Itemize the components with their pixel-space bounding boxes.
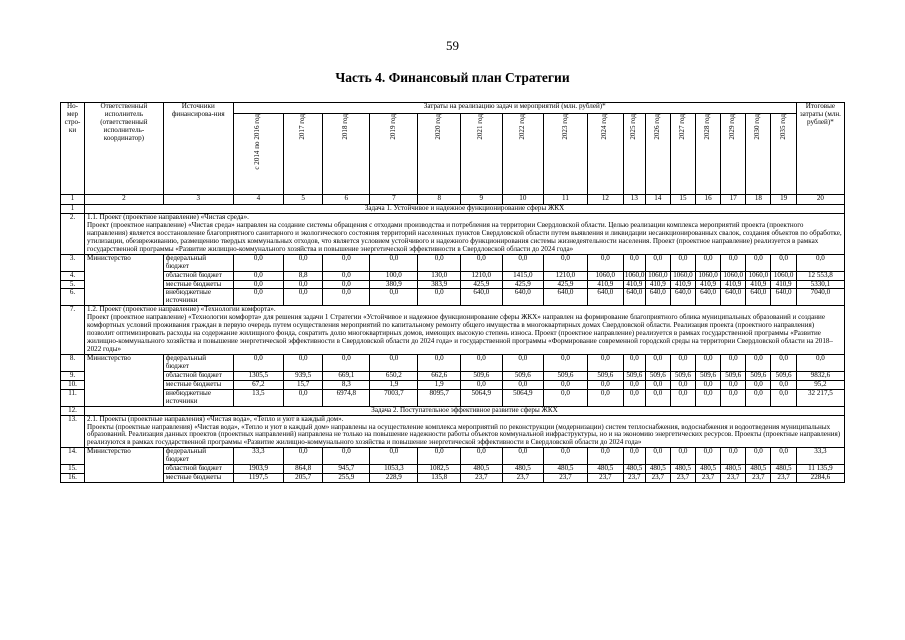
row-number: 10. [61, 380, 85, 389]
cost-value: 410,9 [587, 280, 623, 289]
row-number: 4. [61, 271, 85, 280]
cost-value: 23,7 [771, 474, 796, 483]
cost-value: 15,7 [283, 380, 322, 389]
header-year: 2035 год [771, 114, 796, 195]
project-description-row [61, 306, 845, 355]
row-number: 3. [61, 254, 85, 271]
cost-value: 0,0 [418, 289, 461, 306]
total-value: 33,3 [796, 448, 844, 465]
column-number: 9 [461, 195, 503, 205]
cost-value: 0,0 [283, 448, 322, 465]
cost-value: 13,5 [233, 389, 283, 406]
cost-value: 0,0 [696, 380, 721, 389]
budget-row [61, 354, 845, 371]
cost-value: 0,0 [670, 389, 695, 406]
cost-value: 1053,3 [370, 465, 418, 474]
cost-value: 509,6 [587, 371, 623, 380]
cost-value: 939,5 [283, 371, 322, 380]
cost-value: 0,0 [623, 380, 645, 389]
row-number: 1 [61, 205, 85, 214]
cost-value: 0,0 [746, 354, 771, 371]
cost-value: 640,0 [461, 289, 503, 306]
cost-value: 1060,0 [587, 271, 623, 280]
cost-value: 640,0 [544, 289, 588, 306]
funding-source: федеральный бюджет [163, 448, 233, 465]
page-title: Часть 4. Финансовый план Стратегии [335, 70, 570, 85]
cost-value: 23,7 [587, 474, 623, 483]
project-text: Проект (проектное направление) «Технологии комфорта» для решения задачи 1 Стратегии «Устойчивое и надежное функционирование сферы ЖКХ» направлен на формирование благоприятного облика муниципальных образований и создание комфортных условий проживания граждан в первую очередь путем осуществления мероприятий по капитальному ремонту общего имущества в многоквартирных домах Свердловской области. Реализация проекта (проектного направления) позволит оптимизировать расходы на содержание жилищного фонда, сократить долю многоквартирных домов, имеющих высокую степень износа. Проект (проектное направление) реализуется в рамках государственной программы «Развитие жилищно-коммунального хозяйства и повышение энергетической эффективности в Свердловской области до 2024 года» и государственной программы «Формирование современной городской среды на территории Свердловской области на 2018–2022 годы» [87, 313, 833, 353]
cost-value: 0,0 [323, 254, 370, 271]
column-number: 16 [696, 195, 721, 205]
cost-value: 1060,0 [624, 271, 645, 279]
funding-source: федеральный бюджет [163, 254, 233, 271]
total-value: 0,0 [796, 254, 844, 271]
project-title: 2.1. Проекты (проектные направления) «Чистая вода», «Тепло и уют в каждый дом». [87, 415, 344, 423]
header-row-number: Но-мер стро-ки [61, 103, 85, 195]
total-value: 0,0 [796, 354, 844, 371]
header-year: 2026 год [645, 114, 670, 195]
cost-value: 0,0 [645, 389, 670, 406]
cost-value: 1,9 [418, 380, 461, 389]
project-description [85, 306, 845, 355]
cost-value: 0,0 [670, 448, 695, 465]
cost-value: 0,0 [721, 380, 746, 389]
cost-value: 23,7 [746, 474, 771, 483]
cost-value: 1210,0 [544, 271, 588, 280]
cost-value: 509,6 [670, 371, 695, 380]
cost-value: 1060,0 [645, 271, 670, 280]
budget-row [61, 380, 845, 389]
cost-value: 480,5 [670, 465, 695, 474]
cost-value: 0,0 [323, 448, 370, 465]
project-description-row [61, 415, 845, 448]
funding-source: внебюджетные источники [163, 389, 233, 406]
cost-value: 0,0 [283, 254, 322, 271]
cost-value: 23,7 [502, 474, 544, 483]
column-number: 4 [233, 195, 283, 205]
column-number: 11 [544, 195, 588, 205]
cost-value: 410,9 [696, 280, 721, 289]
column-number: 14 [645, 195, 670, 205]
cost-value: 509,6 [645, 371, 670, 380]
cost-value: 0,0 [645, 380, 670, 389]
cost-value: 23,7 [645, 474, 670, 483]
executor-cell: Министерство [85, 354, 164, 406]
budget-row [61, 465, 845, 474]
header-executor: Ответственный исполнитель (ответственный исполнитель-координатор) [85, 103, 164, 195]
cost-value: 0,0 [283, 280, 322, 289]
cost-value: 0,0 [623, 354, 645, 371]
total-value: 95,2 [796, 380, 844, 389]
cost-value: 509,6 [696, 371, 721, 380]
column-number: 13 [623, 195, 645, 205]
cost-value: 0,0 [544, 380, 588, 389]
cost-value: 6974,8 [323, 389, 370, 406]
project-title: 1.1. Проект (проектное направление) «Чистая среда». [87, 213, 249, 221]
cost-value: 0,0 [283, 289, 322, 306]
cost-value: 0,0 [587, 354, 623, 371]
project-description [85, 415, 845, 448]
cost-value: 509,6 [544, 371, 588, 380]
cost-value: 205,7 [283, 474, 322, 483]
financial-plan-table [60, 102, 845, 483]
cost-value: 0,0 [544, 354, 588, 371]
budget-row [61, 448, 845, 465]
cost-value: 0,0 [771, 380, 796, 389]
cost-value: 0,0 [746, 380, 771, 389]
cost-value: 0,0 [502, 254, 544, 271]
cost-value: 23,7 [696, 474, 721, 483]
budget-row [61, 289, 845, 306]
cost-value: 0,0 [461, 254, 503, 271]
executor-cell: Министерство [85, 254, 164, 306]
total-value: 7040,0 [796, 289, 844, 306]
header-year: 2018 год [323, 114, 370, 195]
row-number: 6. [61, 289, 85, 306]
header-year: 2022 год [502, 114, 544, 195]
cost-value: 0,0 [544, 389, 588, 406]
cost-value: 0,0 [233, 254, 283, 271]
cost-value: 0,0 [771, 354, 796, 371]
cost-value: 0,0 [721, 354, 746, 371]
column-number: 17 [721, 195, 746, 205]
cost-value: 1060,0 [771, 271, 796, 280]
cost-value: 5064,9 [461, 389, 503, 406]
cost-value: 0,0 [370, 354, 418, 371]
cost-value: 0,0 [746, 389, 771, 406]
cost-value: 0,0 [746, 254, 771, 271]
cost-value: 0,0 [771, 448, 796, 465]
column-number: 15 [670, 195, 695, 205]
cost-value: 0,0 [696, 254, 721, 271]
cost-value: 480,5 [502, 465, 544, 474]
cost-value: 640,0 [771, 289, 796, 306]
cost-value: 0,0 [623, 448, 645, 465]
cost-value: 1305,5 [233, 371, 283, 380]
cost-value: 0,0 [696, 354, 721, 371]
cost-value: 509,6 [771, 371, 796, 380]
cost-value: 0,0 [323, 280, 370, 289]
cost-value: 0,0 [233, 280, 283, 289]
row-number: 2. [61, 214, 85, 255]
header-year: 2028 год [696, 114, 721, 195]
header-year: 2021 год [461, 114, 503, 195]
cost-value: 0,0 [233, 271, 283, 280]
funding-source: местные бюджеты [163, 280, 233, 289]
row-number: 11. [61, 389, 85, 406]
cost-value: 8095,7 [418, 389, 461, 406]
cost-value: 0,0 [323, 271, 370, 280]
cost-value: 0,0 [746, 448, 771, 465]
total-value: 2284,6 [796, 474, 844, 483]
cost-value: 0,0 [502, 354, 544, 371]
cost-value: 410,9 [670, 280, 695, 289]
cost-value: 945,7 [323, 465, 370, 474]
cost-value: 135,8 [418, 474, 461, 483]
cost-value: 0,0 [645, 354, 670, 371]
column-number: 19 [771, 195, 796, 205]
header-year: 2027 год [670, 114, 695, 195]
row-number: 16. [61, 474, 85, 483]
cost-value: 509,6 [746, 371, 771, 380]
cost-value: 23,7 [623, 474, 645, 483]
cost-value: 383,9 [418, 280, 461, 289]
cost-value: 0,0 [283, 354, 322, 371]
funding-source: областной бюджет [163, 371, 233, 380]
cost-value: 1210,0 [461, 271, 503, 280]
project-title: 1.2. Проект (проектное направление) «Технологии комфорта». [87, 305, 276, 314]
cost-value: 640,0 [721, 289, 746, 306]
cost-value: 0,0 [370, 448, 418, 465]
task-title: Задача 1. Устойчивое и надежное функционирование сферы ЖКХ [85, 205, 845, 214]
cost-value: 23,7 [544, 474, 588, 483]
cost-value: 509,6 [623, 371, 645, 380]
cost-value: 0,0 [587, 380, 623, 389]
cost-value: 480,5 [587, 465, 623, 474]
cost-value: 130,0 [418, 271, 461, 280]
total-value: 9832,6 [796, 371, 844, 380]
cost-value: 0,0 [461, 380, 503, 389]
column-number: 12 [587, 195, 623, 205]
cost-value: 410,9 [623, 280, 645, 289]
cost-value: 669,1 [323, 371, 370, 380]
project-description-row [61, 214, 845, 255]
cost-value: 1060,0 [670, 271, 695, 280]
cost-value: 0,0 [544, 448, 588, 465]
cost-value: 100,0 [370, 271, 418, 280]
cost-value: 0,0 [771, 389, 796, 406]
cost-value: 23,7 [670, 474, 695, 483]
header-year: 2029 год [721, 114, 746, 195]
column-number: 2 [85, 195, 164, 205]
cost-value: 1197,5 [233, 474, 283, 483]
total-value: 12 553,8 [796, 271, 844, 280]
cost-value: 67,2 [233, 380, 283, 389]
cost-value: 0,0 [587, 448, 623, 465]
cost-value: 640,0 [645, 289, 670, 306]
cost-value: 0,0 [283, 389, 322, 406]
cost-value: 0,0 [721, 389, 746, 406]
cost-value: 0,0 [771, 254, 796, 271]
cost-value: 410,9 [645, 280, 670, 289]
header-costs: Затраты на реализацию задач и мероприятий (млн. рублей)* [233, 103, 796, 114]
cost-value: 480,5 [645, 465, 670, 474]
cost-value: 0,0 [721, 448, 746, 465]
header-sources: Источники финансирова-ния [163, 103, 233, 195]
cost-value: 0,0 [670, 254, 695, 271]
cost-value: 0,0 [461, 354, 503, 371]
cost-value: 33,3 [233, 448, 283, 465]
row-number: 5. [61, 280, 85, 289]
column-number: 7 [370, 195, 418, 205]
funding-source: областной бюджет [163, 271, 233, 280]
cost-value: 1082,5 [418, 465, 461, 474]
task-row [61, 406, 845, 415]
task-title: Задача 2. Поступательное эффективное развитие сферы ЖКХ [85, 406, 845, 415]
cost-value: 640,0 [746, 289, 771, 306]
cost-value: 1903,9 [233, 465, 283, 474]
funding-source: местные бюджеты [163, 380, 233, 389]
budget-row [61, 474, 845, 483]
cost-value: 1060,0 [696, 271, 721, 280]
cost-value: 509,6 [461, 371, 503, 380]
cost-value: 0,0 [461, 448, 503, 465]
cost-value: 480,5 [623, 465, 645, 474]
project-text: Проекты (проектные направления) «Чистая вода», «Тепло и уют в каждый дом» направлены на осуществление комплекса мероприятий по реконструкции (модернизации) систем теплоснабжения, водоснабжения и водоотведения муниципальных образований. Реализация данных проектов (проектных направлений) направлена не только на повышение надежности работы объектов коммунальной инфраструктуры, но и на экономию энергетических ресурсов. Проекты (проектные направления) реализуются в рамках государственной программы «Развитие жилищно-коммунального хозяйства и повышение энергетической эффективности в Свердловской области до 2024 года» [87, 422, 841, 447]
cost-value: 8,3 [323, 380, 370, 389]
cost-value: 255,9 [323, 474, 370, 483]
cost-value: 0,0 [587, 389, 623, 406]
budget-row [61, 389, 845, 406]
budget-row [61, 271, 845, 280]
column-number: 5 [283, 195, 322, 205]
column-number: 10 [502, 195, 544, 205]
cost-value: 480,5 [771, 465, 796, 474]
cost-value: 1060,0 [721, 271, 746, 280]
cost-value: 0,0 [721, 254, 746, 271]
cost-value: 425,9 [544, 280, 588, 289]
budget-row [61, 254, 845, 271]
cost-value: 0,0 [418, 354, 461, 371]
cost-value: 1060,0 [746, 271, 771, 280]
cost-value: 640,0 [670, 289, 695, 306]
column-number: 3 [163, 195, 233, 205]
task-row [61, 205, 845, 214]
cost-value: 0,0 [418, 254, 461, 271]
row-number: 12. [61, 406, 85, 415]
cost-value: 23,7 [461, 474, 503, 483]
column-number: 18 [746, 195, 771, 205]
cost-value: 7003,7 [370, 389, 418, 406]
cost-value: 425,9 [502, 280, 544, 289]
cost-value: 0,0 [233, 354, 283, 371]
cost-value: 0,0 [645, 254, 670, 271]
budget-row [61, 280, 845, 289]
cost-value: 0,0 [323, 289, 370, 306]
budget-row [61, 371, 845, 380]
row-number: 13. [61, 415, 85, 448]
row-number: 15. [61, 465, 85, 474]
row-number: 9. [61, 371, 85, 380]
cost-value: 509,6 [502, 371, 544, 380]
row-number: 7. [61, 306, 85, 355]
cost-value: 0,0 [623, 389, 645, 406]
cost-value: 640,0 [696, 289, 721, 306]
cost-value: 640,0 [587, 289, 623, 306]
header-year: 2020 год [418, 114, 461, 195]
cost-value: 0,0 [370, 289, 418, 306]
page-number: 59 [446, 38, 459, 53]
cost-value: 23,7 [721, 474, 746, 483]
cost-value: 410,9 [746, 280, 771, 289]
cost-value: 480,5 [721, 465, 746, 474]
cost-value: 5064,9 [502, 389, 544, 406]
header-year: 2024 год [587, 114, 623, 195]
cost-value: 0,0 [696, 389, 721, 406]
total-value: 11 135,9 [796, 465, 844, 474]
cost-value: 380,9 [370, 280, 418, 289]
header-year: 2025 год [623, 114, 645, 195]
cost-value: 0,0 [418, 448, 461, 465]
cost-value: 0,0 [645, 448, 670, 465]
funding-source: областной бюджет [163, 465, 233, 474]
column-number: 8 [418, 195, 461, 205]
row-number: 8. [61, 354, 85, 371]
column-number: 6 [323, 195, 370, 205]
cost-value: 650,2 [370, 371, 418, 380]
cost-value: 0,0 [587, 254, 623, 271]
header-year: с 2014 по 2016 год [233, 114, 283, 195]
cost-value: 662,6 [418, 371, 461, 380]
cost-value: 0,0 [544, 254, 588, 271]
cost-value: 640,0 [502, 289, 544, 306]
cost-value: 410,9 [771, 280, 796, 289]
header-year: 2030 год [746, 114, 771, 195]
cost-value: 509,6 [721, 371, 746, 380]
cost-value: 0,0 [670, 354, 695, 371]
total-value: 32 217,5 [796, 389, 844, 406]
cost-value: 480,5 [746, 465, 771, 474]
cost-value: 480,5 [696, 465, 721, 474]
cost-value: 480,5 [461, 465, 503, 474]
cost-value: 480,5 [544, 465, 588, 474]
total-value: 5330,1 [796, 280, 844, 289]
project-text: Проект (проектное направление) «Чистая среда» направлен на создание системы обращения с отходами производства и потребления на территории Свердловской области. Целью реализации комплекса мероприятий проекта (проектного направления) является восстановление благоприятного санитарного и экологического состояния территорий населенных пунктов Свердловской области путем выявления и ликвидации несанкционированных свалок, создания объектов по обработке, утилизации, обезвреживанию, размещению твердых коммунальных отходов, что является условием устойчивого и надежного функционирования системы жизнедеятельности населения. Проект (проектное направление) реализуется в рамках государственной программы «Развитие жилищно-коммунального хозяйства и повышение энергетической эффективности в Свердловской области до 2024 года» [87, 220, 842, 253]
cost-value: 425,9 [461, 280, 503, 289]
cost-value: 0,0 [623, 254, 645, 271]
project-description [85, 214, 845, 255]
cost-value: 0,0 [502, 380, 544, 389]
cost-value: 1,9 [370, 380, 418, 389]
funding-source: местные бюджеты [163, 474, 233, 483]
funding-source: федеральный бюджет [163, 354, 233, 371]
column-number: 20 [796, 195, 844, 205]
header-total: Итоговые затраты (млн. рублей)* [796, 103, 844, 195]
cost-value: 410,9 [721, 280, 746, 289]
header-year: 2023 год [544, 114, 588, 195]
cost-value: 0,0 [696, 448, 721, 465]
cost-value: 640,0 [623, 289, 645, 306]
funding-source: внебюджетные источники [163, 289, 233, 306]
cost-value: 228,9 [370, 474, 418, 483]
header-year: 2019 год [370, 114, 418, 195]
header-year: 2017 год [283, 114, 322, 195]
cost-value: 0,0 [502, 448, 544, 465]
cost-value: 0,0 [323, 354, 370, 371]
cost-value: 0,0 [233, 289, 283, 306]
column-number-row [61, 195, 845, 205]
cost-value: 8,8 [283, 271, 322, 280]
executor-cell: Министерство [85, 448, 164, 483]
cost-value: 864,8 [283, 465, 322, 474]
cost-value: 0,0 [670, 380, 695, 389]
column-number: 1 [61, 195, 85, 205]
cost-value: 0,0 [370, 254, 418, 271]
row-number: 14. [61, 448, 85, 465]
cost-value: 1415,0 [502, 271, 544, 280]
